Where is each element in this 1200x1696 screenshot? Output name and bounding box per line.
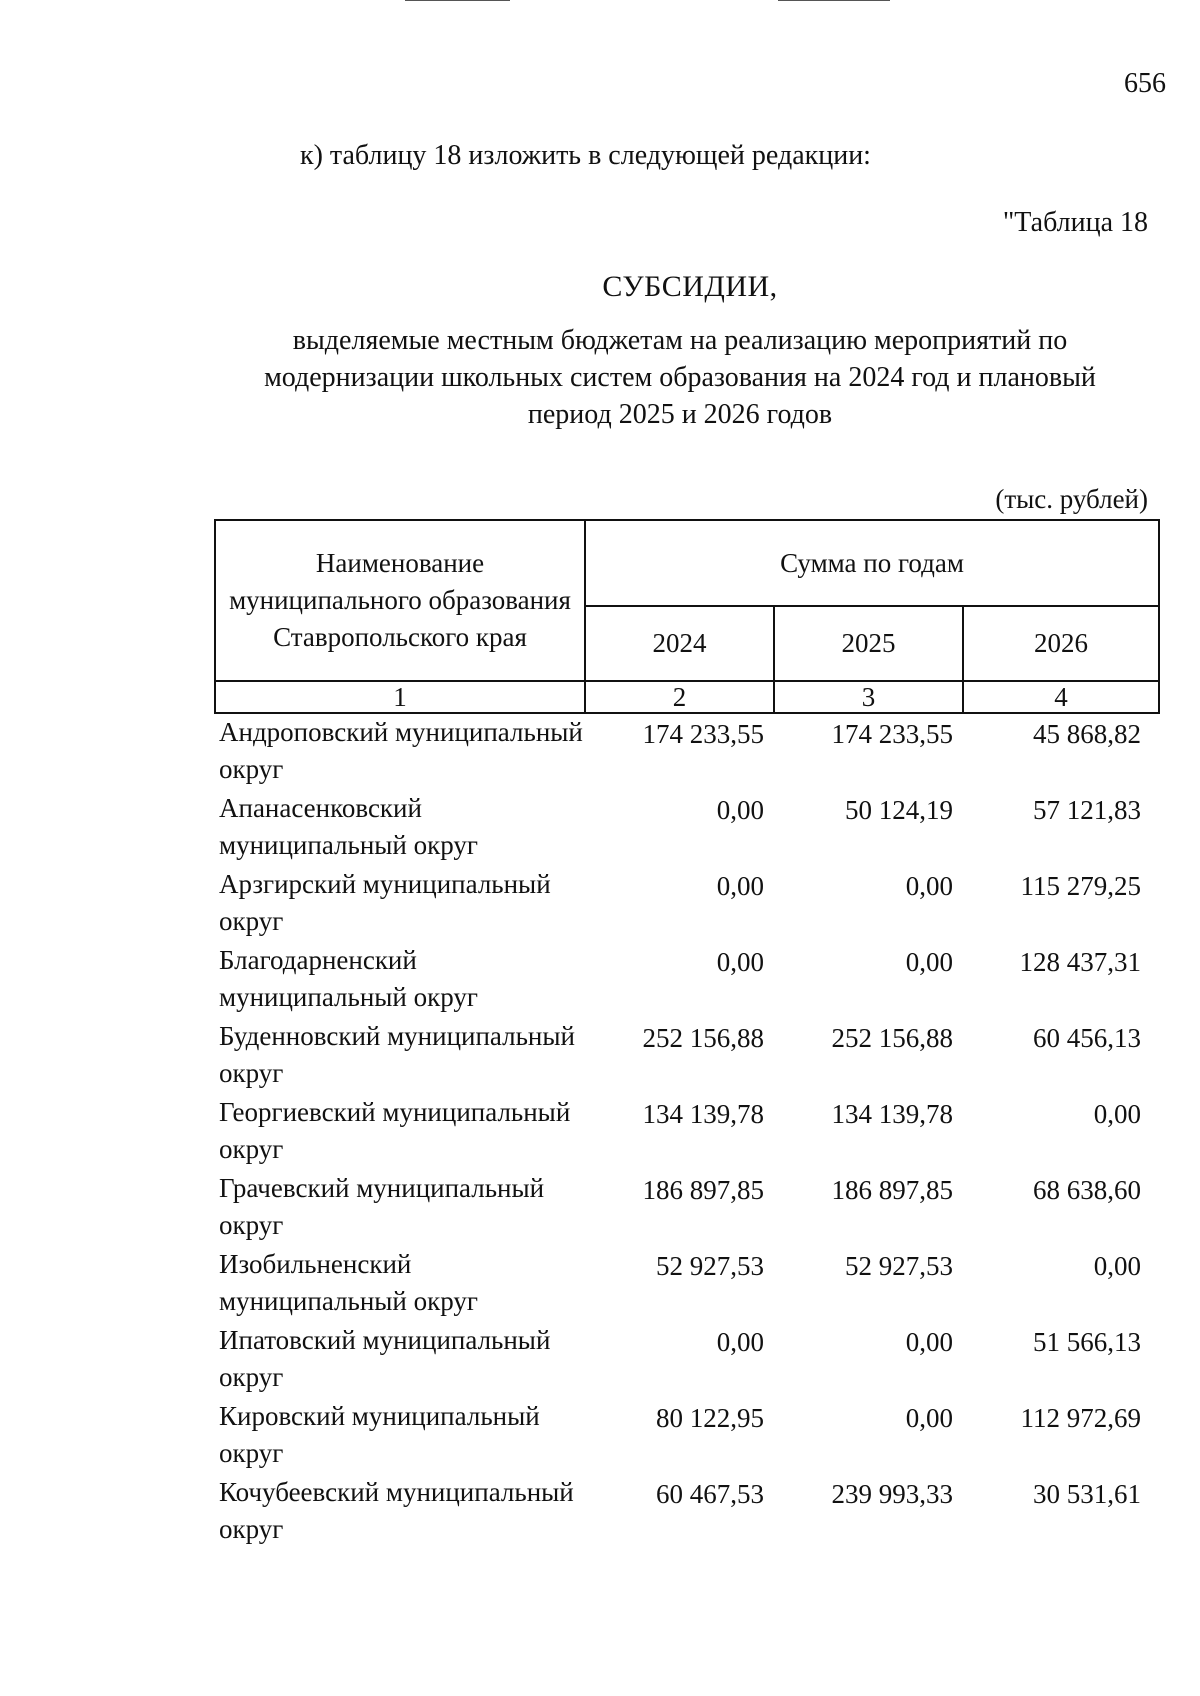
column-number: 4: [963, 681, 1159, 713]
municipality-name: Андроповский муниципальный округ: [219, 717, 583, 784]
value-2026: 30 531,61: [1033, 1479, 1142, 1509]
value-2024: 174 233,55: [642, 719, 764, 749]
value-2024: 52 927,53: [656, 1251, 764, 1281]
table-caption: "Таблица 18: [1002, 207, 1148, 238]
value-2026: 0,00: [1093, 1099, 1142, 1129]
column-number: 3: [774, 681, 963, 713]
header-sum-by-years: Сумма по годам: [585, 520, 1159, 606]
header-municipality-name: Наименование муниципального образования Ставропольского края: [215, 520, 585, 681]
value-2025: 0,00: [905, 947, 953, 977]
value-2025: 134 139,78: [831, 1099, 953, 1129]
value-2024: 0,00: [716, 795, 764, 825]
municipality-name: Буденновский муниципальный округ: [219, 1021, 575, 1088]
municipality-name: Кочубеевский муниципальный округ: [219, 1477, 574, 1544]
document-title: СУБСИДИИ,: [602, 270, 778, 303]
municipality-name: Кировский муниципальный округ: [219, 1401, 540, 1468]
value-2025: 252 156,88: [831, 1023, 953, 1053]
value-2025: 50 124,19: [845, 795, 953, 825]
value-2026: 68 638,60: [1033, 1175, 1142, 1205]
value-2025: 52 927,53: [845, 1251, 953, 1281]
header-year-2025: 2025: [774, 606, 963, 681]
value-2025: 0,00: [905, 1327, 953, 1357]
value-2024: 0,00: [716, 871, 764, 901]
value-2025: 186 897,85: [831, 1175, 953, 1205]
value-2026: 60 456,13: [1033, 1023, 1142, 1053]
table-row: [215, 942, 1159, 1018]
municipality-name: Георгиевский муниципальный округ: [219, 1097, 571, 1164]
document-subtitle: выделяемые местным бюджетам на реализацию мероприятий по модернизации школьных систем образования на 2024 год и плановый период 2025 и 2026 годов: [264, 325, 1096, 430]
table-row: [215, 1018, 1159, 1094]
header-year-2026: 2026: [963, 606, 1159, 681]
table-row: [215, 1246, 1159, 1322]
municipality-name: Ипатовский муниципальный округ: [219, 1325, 551, 1392]
value-2024: 60 467,53: [656, 1479, 764, 1509]
instruction-text: к) таблицу 18 изложить в следующей редакции:: [300, 140, 871, 171]
value-2026: 115 279,25: [1020, 871, 1142, 901]
municipality-name: Грачевский муниципальный округ: [219, 1173, 545, 1240]
scan-artifact-line: [778, 0, 890, 1]
table-row: [215, 713, 1159, 790]
municipality-name: Благодарненский муниципальный округ: [219, 945, 478, 1012]
table-row: [215, 1322, 1159, 1398]
municipality-name: Апанасенковский муниципальный округ: [219, 793, 478, 860]
value-2024: 0,00: [716, 1327, 764, 1357]
value-2024: 186 897,85: [642, 1175, 764, 1205]
value-2024: 134 139,78: [642, 1099, 764, 1129]
value-2026: 57 121,83: [1033, 795, 1142, 825]
page-number: 656: [1124, 68, 1166, 99]
table-row: [215, 1094, 1159, 1170]
subsidies-table: [214, 519, 1158, 1550]
value-2026: 112 972,69: [1020, 1403, 1142, 1433]
value-2026: 0,00: [1093, 1251, 1142, 1281]
table-row: [215, 1474, 1159, 1550]
value-2024: 0,00: [716, 947, 764, 977]
column-number: 2: [585, 681, 774, 713]
scan-artifact-line: [405, 0, 510, 1]
value-2026: 51 566,13: [1033, 1327, 1142, 1357]
value-2025: 174 233,55: [831, 719, 953, 749]
value-2025: 0,00: [905, 1403, 953, 1433]
table-row: [215, 1170, 1159, 1246]
municipality-name: Изобильненский муниципальный округ: [219, 1249, 478, 1316]
value-2026: 128 437,31: [1019, 947, 1142, 977]
header-year-2024: 2024: [585, 606, 774, 681]
value-2024: 80 122,95: [656, 1403, 764, 1433]
table-row: [215, 1398, 1159, 1474]
column-number: 1: [215, 681, 585, 713]
value-2024: 252 156,88: [642, 1023, 764, 1053]
value-2025: 239 993,33: [831, 1479, 953, 1509]
municipality-name: Арзгирский муниципальный округ: [219, 869, 551, 936]
table-row: [215, 866, 1159, 942]
units-label: (тыс. рублей): [995, 484, 1148, 514]
table-row: [215, 790, 1159, 866]
value-2026: 45 868,82: [1033, 719, 1142, 749]
value-2025: 0,00: [905, 871, 953, 901]
